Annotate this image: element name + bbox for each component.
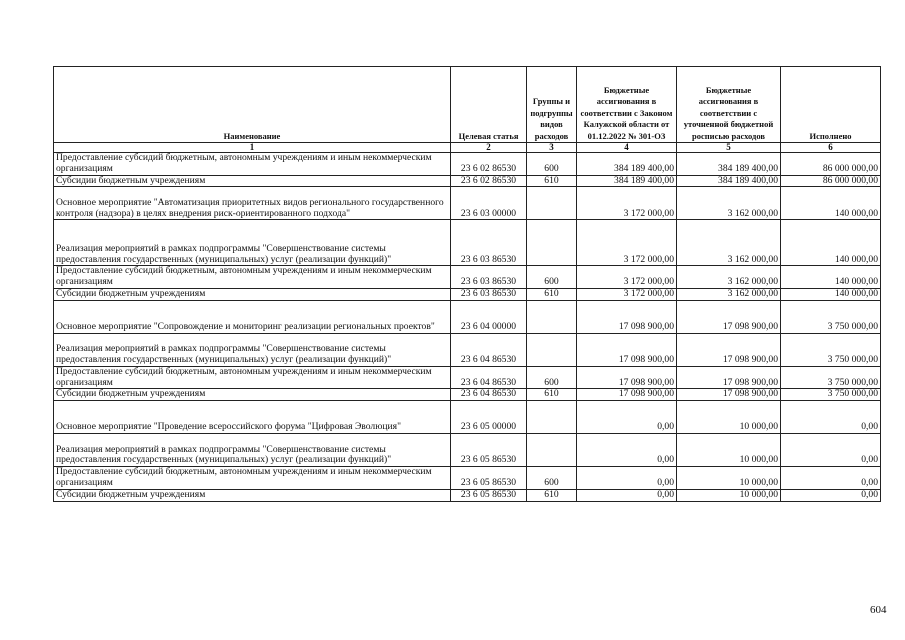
- table-row: [54, 434, 881, 467]
- row-name: Предоставление субсидий бюджетным, автономным учреждениям и иным некоммерческим организациям: [54, 266, 451, 289]
- row-target-article: 23 6 03 00000: [451, 187, 527, 220]
- row-name: Предоставление субсидий бюджетным, автономным учреждениям и иным некоммерческим организациям: [54, 467, 451, 490]
- table-row: [54, 187, 881, 220]
- budget-table: [53, 66, 881, 502]
- row-revised-allocation: 17 098 900,00: [677, 333, 781, 366]
- row-law-allocation: 384 189 400,00: [577, 153, 677, 176]
- row-target-article: 23 6 02 86530: [451, 175, 527, 187]
- row-executed: 0,00: [781, 467, 881, 490]
- row-revised-allocation: 3 162 000,00: [677, 266, 781, 289]
- table-row: [54, 288, 881, 300]
- row-executed: 140 000,00: [781, 288, 881, 300]
- row-revised-allocation: 3 162 000,00: [677, 220, 781, 266]
- row-revised-allocation: 384 189 400,00: [677, 153, 781, 176]
- row-executed: 3 750 000,00: [781, 333, 881, 366]
- row-law-allocation: 17 098 900,00: [577, 300, 677, 333]
- table-row: [54, 467, 881, 490]
- row-law-allocation: 0,00: [577, 467, 677, 490]
- row-revised-allocation: 17 098 900,00: [677, 366, 781, 389]
- row-executed: 140 000,00: [781, 187, 881, 220]
- row-name: Реализация мероприятий в рамках подпрограммы "Совершенствование системы предоставления государственных (муниципальных) услуг (реализации функций)": [54, 434, 451, 467]
- row-target-article: 23 6 02 86530: [451, 153, 527, 176]
- row-expense-group: 610: [527, 389, 577, 401]
- row-executed: 3 750 000,00: [781, 366, 881, 389]
- row-target-article: 23 6 03 86530: [451, 266, 527, 289]
- row-target-article: 23 6 05 00000: [451, 401, 527, 434]
- row-executed: 86 000 000,00: [781, 175, 881, 187]
- row-law-allocation: 3 172 000,00: [577, 220, 677, 266]
- row-law-allocation: 3 172 000,00: [577, 266, 677, 289]
- column-number: 1: [54, 143, 451, 153]
- row-revised-allocation: 10 000,00: [677, 401, 781, 434]
- row-law-allocation: 17 098 900,00: [577, 333, 677, 366]
- row-target-article: 23 6 04 00000: [451, 300, 527, 333]
- row-law-allocation: 3 172 000,00: [577, 187, 677, 220]
- row-expense-group: 610: [527, 175, 577, 187]
- column-number: 3: [527, 143, 577, 153]
- row-target-article: 23 6 04 86530: [451, 389, 527, 401]
- row-law-allocation: 0,00: [577, 434, 677, 467]
- row-expense-group: 600: [527, 366, 577, 389]
- column-number: 2: [451, 143, 527, 153]
- row-name: Основное мероприятие "Проведение всероссийского форума "Цифровая Эволюция": [54, 401, 451, 434]
- column-number: 4: [577, 143, 677, 153]
- row-expense-group: [527, 220, 577, 266]
- row-expense-group: 610: [527, 489, 577, 501]
- header-revised-allocations: Бюджетные ассигнования в соответствии с уточненной бюджетной росписью расходов: [677, 67, 781, 143]
- row-revised-allocation: 10 000,00: [677, 467, 781, 490]
- row-revised-allocation: 17 098 900,00: [677, 389, 781, 401]
- row-expense-group: [527, 401, 577, 434]
- column-number-row: [54, 143, 881, 153]
- row-name: Основное мероприятие "Автоматизация приоритетных видов регионального государственного контроля (надзора) в целях внедрения риск-ориентированного подхода": [54, 187, 451, 220]
- row-name: Субсидии бюджетным учреждениям: [54, 489, 451, 501]
- row-name: Субсидии бюджетным учреждениям: [54, 288, 451, 300]
- row-law-allocation: 0,00: [577, 401, 677, 434]
- row-law-allocation: 0,00: [577, 489, 677, 501]
- row-executed: 3 750 000,00: [781, 389, 881, 401]
- row-law-allocation: 17 098 900,00: [577, 389, 677, 401]
- table-row: [54, 401, 881, 434]
- header-name: Наименование: [54, 67, 451, 143]
- row-expense-group: 600: [527, 266, 577, 289]
- table-row: [54, 266, 881, 289]
- row-target-article: 23 6 05 86530: [451, 467, 527, 490]
- row-expense-group: [527, 300, 577, 333]
- row-expense-group: 610: [527, 288, 577, 300]
- row-name: Субсидии бюджетным учреждениям: [54, 175, 451, 187]
- row-name: Предоставление субсидий бюджетным, автономным учреждениям и иным некоммерческим организациям: [54, 366, 451, 389]
- row-expense-group: 600: [527, 467, 577, 490]
- budget-sheet: [53, 66, 880, 502]
- header-target-article: Целевая статья: [451, 67, 527, 143]
- row-name: Предоставление субсидий бюджетным, автономным учреждениям и иным некоммерческим организациям: [54, 153, 451, 176]
- table-row: [54, 389, 881, 401]
- table-row: [54, 153, 881, 176]
- row-expense-group: [527, 434, 577, 467]
- table-row: [54, 366, 881, 389]
- header-law-allocations: Бюджетные ассигнования в соответствии с Законом Калужской области от 01.12.2022 № 301-ОЗ: [577, 67, 677, 143]
- row-target-article: 23 6 03 86530: [451, 288, 527, 300]
- header-expense-groups: Группы и подгруппы видов расходов: [527, 67, 577, 143]
- row-executed: 140 000,00: [781, 220, 881, 266]
- row-executed: 140 000,00: [781, 266, 881, 289]
- table-row: [54, 175, 881, 187]
- row-executed: 0,00: [781, 489, 881, 501]
- row-target-article: 23 6 05 86530: [451, 489, 527, 501]
- row-executed: 0,00: [781, 401, 881, 434]
- table-row: [54, 300, 881, 333]
- row-revised-allocation: 10 000,00: [677, 489, 781, 501]
- row-expense-group: [527, 333, 577, 366]
- row-law-allocation: 17 098 900,00: [577, 366, 677, 389]
- row-name: Реализация мероприятий в рамках подпрограммы "Совершенствование системы предоставления государственных (муниципальных) услуг (реализации функций)": [54, 333, 451, 366]
- header-row: [54, 67, 881, 143]
- column-number: 5: [677, 143, 781, 153]
- row-target-article: 23 6 04 86530: [451, 333, 527, 366]
- row-executed: 3 750 000,00: [781, 300, 881, 333]
- row-revised-allocation: 3 162 000,00: [677, 288, 781, 300]
- row-target-article: 23 6 03 86530: [451, 220, 527, 266]
- row-executed: 0,00: [781, 434, 881, 467]
- row-name: Основное мероприятие "Сопровождение и мониторинг реализации региональных проектов": [54, 300, 451, 333]
- row-name: Реализация мероприятий в рамках подпрограммы "Совершенствование системы предоставления государственных (муниципальных) услуг (реализации функций)": [54, 220, 451, 266]
- row-law-allocation: 3 172 000,00: [577, 288, 677, 300]
- table-body: [54, 153, 881, 502]
- row-name: Субсидии бюджетным учреждениям: [54, 389, 451, 401]
- row-revised-allocation: 10 000,00: [677, 434, 781, 467]
- table-row: [54, 333, 881, 366]
- row-target-article: 23 6 05 86530: [451, 434, 527, 467]
- row-revised-allocation: 17 098 900,00: [677, 300, 781, 333]
- row-target-article: 23 6 04 86530: [451, 366, 527, 389]
- table-row: [54, 220, 881, 266]
- row-law-allocation: 384 189 400,00: [577, 175, 677, 187]
- table-row: [54, 489, 881, 501]
- row-executed: 86 000 000,00: [781, 153, 881, 176]
- row-expense-group: [527, 187, 577, 220]
- row-expense-group: 600: [527, 153, 577, 176]
- column-number: 6: [781, 143, 881, 153]
- row-revised-allocation: 3 162 000,00: [677, 187, 781, 220]
- page-number: 604: [870, 604, 887, 616]
- row-revised-allocation: 384 189 400,00: [677, 175, 781, 187]
- header-executed: Исполнено: [781, 67, 881, 143]
